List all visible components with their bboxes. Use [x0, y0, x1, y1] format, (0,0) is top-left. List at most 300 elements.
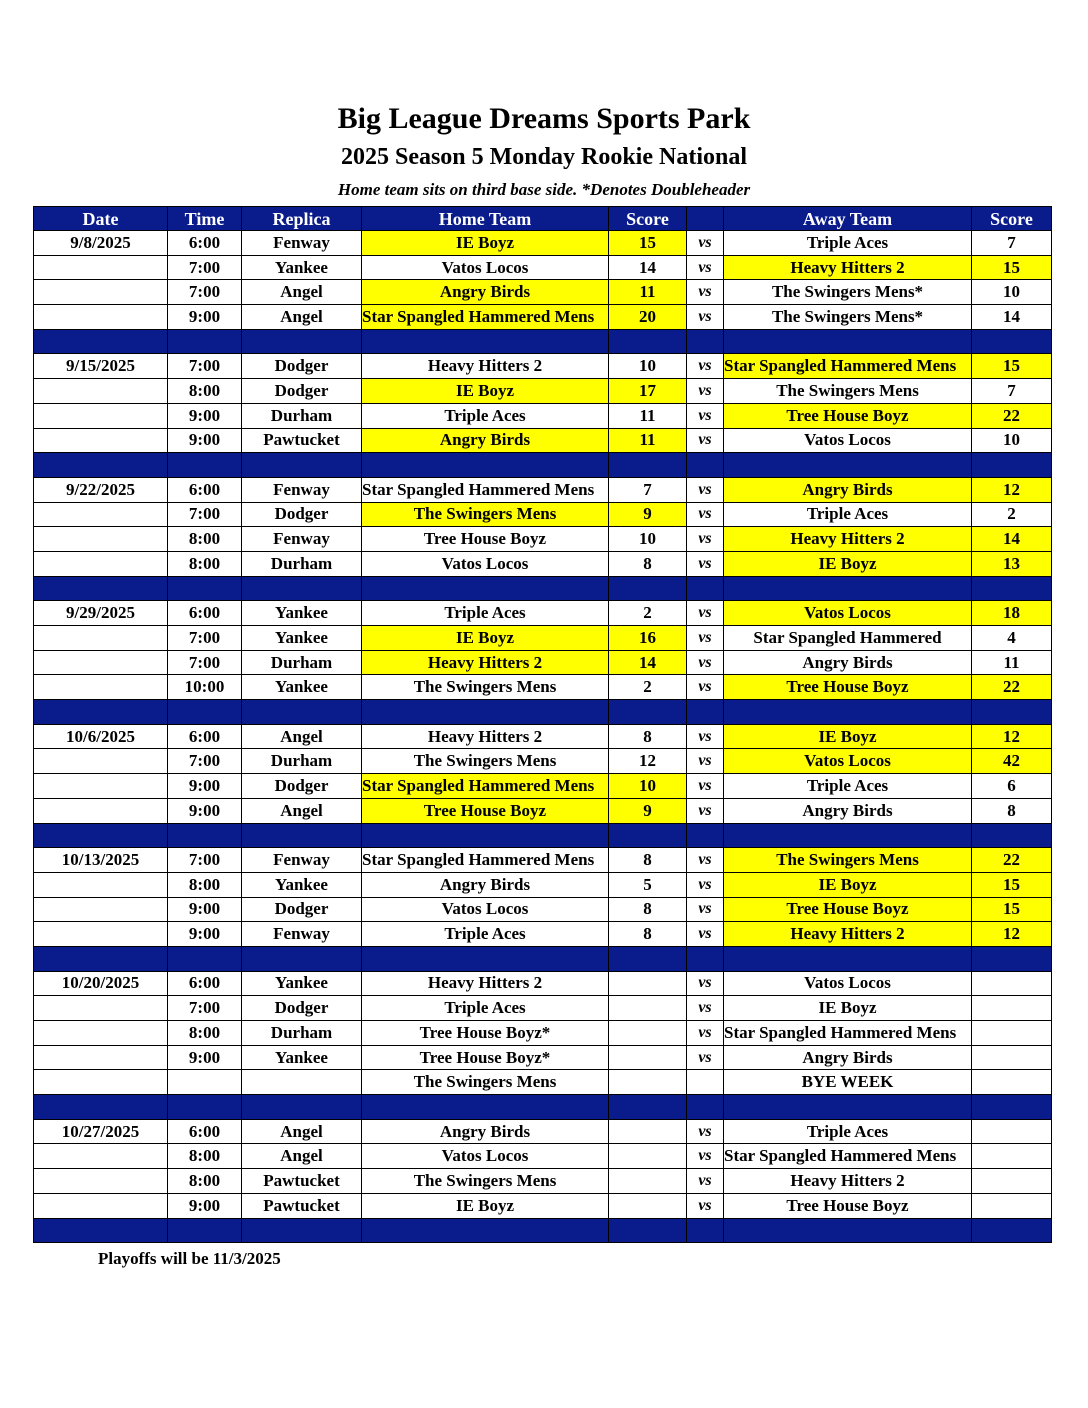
home-team: Heavy Hitters 2 — [362, 724, 609, 749]
home-score: 9 — [609, 502, 687, 527]
col-away-team: Away Team — [724, 207, 972, 231]
col-time: Time — [168, 207, 242, 231]
game-replica: Dodger — [242, 502, 362, 527]
away-score — [972, 1070, 1052, 1095]
home-team: Tree House Boyz* — [362, 1021, 609, 1046]
away-team: IE Boyz — [724, 551, 972, 576]
separator-cell — [724, 576, 972, 601]
separator-cell — [972, 329, 1052, 354]
separator-cell — [687, 823, 724, 848]
game-time: 7:00 — [168, 255, 242, 280]
away-score: 10 — [972, 428, 1052, 453]
separator-cell — [362, 453, 609, 478]
home-team: Vatos Locos — [362, 1144, 609, 1169]
away-score — [972, 1045, 1052, 1070]
separator-cell — [972, 1218, 1052, 1243]
away-team: Angry Birds — [724, 650, 972, 675]
game-row — [34, 897, 1052, 922]
game-row — [34, 502, 1052, 527]
home-score: 12 — [609, 749, 687, 774]
separator-cell — [242, 1095, 362, 1120]
home-score: 16 — [609, 626, 687, 651]
away-team: BYE WEEK — [724, 1070, 972, 1095]
game-date — [34, 527, 168, 552]
separator-cell — [972, 946, 1052, 971]
vs-label: vs — [687, 379, 724, 404]
game-time: 9:00 — [168, 428, 242, 453]
game-row — [34, 231, 1052, 256]
game-replica: Yankee — [242, 971, 362, 996]
game-row — [34, 1144, 1052, 1169]
game-replica: Yankee — [242, 675, 362, 700]
separator-cell — [972, 453, 1052, 478]
home-score: 8 — [609, 551, 687, 576]
away-score: 22 — [972, 848, 1052, 873]
separator-cell — [687, 700, 724, 725]
home-team: Star Spangled Hammered Mens — [362, 477, 609, 502]
game-time: 8:00 — [168, 551, 242, 576]
game-replica: Angel — [242, 1119, 362, 1144]
home-team: Angry Birds — [362, 1119, 609, 1144]
separator-cell — [609, 1095, 687, 1120]
separator-cell — [724, 453, 972, 478]
game-date — [34, 305, 168, 330]
game-replica: Durham — [242, 1021, 362, 1046]
game-replica: Dodger — [242, 996, 362, 1021]
home-score: 9 — [609, 798, 687, 823]
game-date: 9/8/2025 — [34, 231, 168, 256]
game-row — [34, 971, 1052, 996]
separator-cell — [609, 576, 687, 601]
away-score: 15 — [972, 354, 1052, 379]
away-team: Heavy Hitters 2 — [724, 1169, 972, 1194]
home-score: 10 — [609, 774, 687, 799]
home-score — [609, 1070, 687, 1095]
away-score: 4 — [972, 626, 1052, 651]
game-time: 6:00 — [168, 601, 242, 626]
vs-label: vs — [687, 428, 724, 453]
away-team: Heavy Hitters 2 — [724, 527, 972, 552]
away-team: Vatos Locos — [724, 601, 972, 626]
game-date — [34, 774, 168, 799]
game-replica: Dodger — [242, 897, 362, 922]
away-team: Angry Birds — [724, 1045, 972, 1070]
separator-cell — [362, 576, 609, 601]
home-team: Triple Aces — [362, 922, 609, 947]
away-team: Triple Aces — [724, 502, 972, 527]
week-separator — [34, 946, 1052, 971]
game-replica: Pawtucket — [242, 1169, 362, 1194]
home-team: Star Spangled Hammered Mens — [362, 305, 609, 330]
game-date — [34, 749, 168, 774]
separator-cell — [609, 700, 687, 725]
game-row — [34, 872, 1052, 897]
game-date — [34, 379, 168, 404]
week-separator — [34, 453, 1052, 478]
home-team: Tree House Boyz* — [362, 1045, 609, 1070]
home-score — [609, 1193, 687, 1218]
game-time: 8:00 — [168, 1144, 242, 1169]
home-team: The Swingers Mens — [362, 502, 609, 527]
col-away-score: Score — [972, 207, 1052, 231]
separator-cell — [34, 329, 168, 354]
col-vs — [687, 207, 724, 231]
week-separator — [34, 1218, 1052, 1243]
game-time: 6:00 — [168, 477, 242, 502]
game-time: 7:00 — [168, 650, 242, 675]
game-date: 9/29/2025 — [34, 601, 168, 626]
game-row — [34, 1193, 1052, 1218]
separator-cell — [242, 576, 362, 601]
vs-label: vs — [687, 996, 724, 1021]
separator-cell — [362, 946, 609, 971]
game-row — [34, 848, 1052, 873]
game-date — [34, 872, 168, 897]
separator-cell — [242, 823, 362, 848]
game-date — [34, 428, 168, 453]
separator-cell — [724, 1218, 972, 1243]
separator-cell — [609, 1218, 687, 1243]
vs-label: vs — [687, 403, 724, 428]
away-score: 12 — [972, 724, 1052, 749]
separator-cell — [362, 1095, 609, 1120]
separator-cell — [242, 700, 362, 725]
away-score — [972, 1144, 1052, 1169]
home-score: 10 — [609, 527, 687, 552]
separator-cell — [972, 700, 1052, 725]
game-replica: Dodger — [242, 379, 362, 404]
separator-cell — [609, 329, 687, 354]
vs-label: vs — [687, 502, 724, 527]
away-score — [972, 971, 1052, 996]
separator-cell — [168, 453, 242, 478]
col-date: Date — [34, 207, 168, 231]
vs-label: vs — [687, 601, 724, 626]
vs-label: vs — [687, 1119, 724, 1144]
home-score: 10 — [609, 354, 687, 379]
game-replica: Fenway — [242, 848, 362, 873]
vs-label: vs — [687, 551, 724, 576]
separator-cell — [687, 1095, 724, 1120]
away-team: Vatos Locos — [724, 749, 972, 774]
game-date — [34, 280, 168, 305]
game-row — [34, 724, 1052, 749]
game-time: 9:00 — [168, 922, 242, 947]
week-separator — [34, 1095, 1052, 1120]
home-score: 8 — [609, 724, 687, 749]
vs-label: vs — [687, 971, 724, 996]
game-time: 6:00 — [168, 1119, 242, 1144]
playoffs-note: Playoffs will be 11/3/2025 — [98, 1249, 281, 1268]
game-row — [34, 280, 1052, 305]
game-date — [34, 996, 168, 1021]
away-score: 13 — [972, 551, 1052, 576]
home-team: Vatos Locos — [362, 255, 609, 280]
home-score: 2 — [609, 601, 687, 626]
away-team: Heavy Hitters 2 — [724, 255, 972, 280]
game-time: 6:00 — [168, 971, 242, 996]
home-score — [609, 1045, 687, 1070]
vs-label: vs — [687, 1169, 724, 1194]
separator-cell — [34, 1095, 168, 1120]
away-score: 22 — [972, 403, 1052, 428]
game-replica: Durham — [242, 749, 362, 774]
separator-cell — [724, 823, 972, 848]
vs-label: vs — [687, 626, 724, 651]
home-team: Heavy Hitters 2 — [362, 354, 609, 379]
vs-label: vs — [687, 354, 724, 379]
home-team: Triple Aces — [362, 601, 609, 626]
home-team: The Swingers Mens — [362, 675, 609, 700]
separator-cell — [609, 946, 687, 971]
away-score: 7 — [972, 231, 1052, 256]
away-score: 6 — [972, 774, 1052, 799]
game-time: 9:00 — [168, 897, 242, 922]
game-date — [34, 626, 168, 651]
game-replica: Yankee — [242, 626, 362, 651]
away-team: Triple Aces — [724, 1119, 972, 1144]
separator-cell — [168, 823, 242, 848]
away-score: 15 — [972, 255, 1052, 280]
game-date — [34, 502, 168, 527]
col-home-team: Home Team — [362, 207, 609, 231]
away-score: 42 — [972, 749, 1052, 774]
home-score: 5 — [609, 872, 687, 897]
game-time: 10:00 — [168, 675, 242, 700]
game-row — [34, 626, 1052, 651]
game-row — [34, 601, 1052, 626]
game-time: 8:00 — [168, 527, 242, 552]
home-team: IE Boyz — [362, 1193, 609, 1218]
vs-label: vs — [687, 1144, 724, 1169]
vs-label: vs — [687, 527, 724, 552]
home-team: Angry Birds — [362, 872, 609, 897]
separator-cell — [362, 329, 609, 354]
home-score: 11 — [609, 428, 687, 453]
header-row — [34, 207, 1052, 231]
home-team: Heavy Hitters 2 — [362, 971, 609, 996]
vs-label: vs — [687, 1021, 724, 1046]
away-team: Angry Birds — [724, 798, 972, 823]
week-separator — [34, 700, 1052, 725]
game-replica: Fenway — [242, 477, 362, 502]
game-replica: Pawtucket — [242, 1193, 362, 1218]
away-score: 14 — [972, 305, 1052, 330]
away-score — [972, 1193, 1052, 1218]
away-score: 12 — [972, 922, 1052, 947]
game-date — [34, 403, 168, 428]
away-team: The Swingers Mens* — [724, 305, 972, 330]
separator-cell — [168, 946, 242, 971]
separator-cell — [34, 823, 168, 848]
game-replica: Fenway — [242, 527, 362, 552]
home-score — [609, 971, 687, 996]
separator-cell — [34, 946, 168, 971]
home-team: Angry Birds — [362, 428, 609, 453]
schedule-note: Home team sits on third base side. *Denotes Doubleheader — [337, 180, 751, 199]
game-replica: Durham — [242, 403, 362, 428]
separator-cell — [34, 1218, 168, 1243]
game-date: 10/6/2025 — [34, 724, 168, 749]
home-score — [609, 996, 687, 1021]
col-home-score: Score — [609, 207, 687, 231]
game-time: 6:00 — [168, 231, 242, 256]
game-row — [34, 428, 1052, 453]
home-team: Triple Aces — [362, 403, 609, 428]
vs-label: vs — [687, 922, 724, 947]
game-time: 9:00 — [168, 774, 242, 799]
separator-cell — [609, 823, 687, 848]
away-score: 22 — [972, 675, 1052, 700]
home-team: Heavy Hitters 2 — [362, 650, 609, 675]
game-time: 9:00 — [168, 403, 242, 428]
home-score — [609, 1021, 687, 1046]
away-team: Heavy Hitters 2 — [724, 922, 972, 947]
home-team: Tree House Boyz — [362, 527, 609, 552]
separator-cell — [724, 1095, 972, 1120]
game-date — [34, 1169, 168, 1194]
separator-cell — [687, 946, 724, 971]
game-date — [34, 1045, 168, 1070]
game-date — [34, 798, 168, 823]
home-team: IE Boyz — [362, 379, 609, 404]
game-date — [34, 650, 168, 675]
game-replica: Fenway — [242, 922, 362, 947]
home-score — [609, 1144, 687, 1169]
home-team: The Swingers Mens — [362, 1070, 609, 1095]
page-title: Big League Dreams Sports Park — [337, 102, 751, 135]
game-replica: Fenway — [242, 231, 362, 256]
away-team: Tree House Boyz — [724, 403, 972, 428]
game-replica: Angel — [242, 305, 362, 330]
game-row — [34, 996, 1052, 1021]
home-team: Tree House Boyz — [362, 798, 609, 823]
game-replica: Dodger — [242, 774, 362, 799]
game-replica: Durham — [242, 551, 362, 576]
away-team: Tree House Boyz — [724, 1193, 972, 1218]
vs-label: vs — [687, 477, 724, 502]
away-team: Star Spangled Hammered — [724, 626, 972, 651]
home-team: Angry Birds — [362, 280, 609, 305]
away-score: 14 — [972, 527, 1052, 552]
away-score: 8 — [972, 798, 1052, 823]
game-row — [34, 403, 1052, 428]
separator-cell — [34, 576, 168, 601]
separator-cell — [242, 453, 362, 478]
game-time: 7:00 — [168, 626, 242, 651]
vs-label: vs — [687, 1045, 724, 1070]
vs-label: vs — [687, 774, 724, 799]
home-team: IE Boyz — [362, 626, 609, 651]
game-date — [34, 1021, 168, 1046]
home-team: IE Boyz — [362, 231, 609, 256]
home-team: The Swingers Mens — [362, 1169, 609, 1194]
away-team: The Swingers Mens — [724, 379, 972, 404]
home-team: Vatos Locos — [362, 897, 609, 922]
vs-label: vs — [687, 897, 724, 922]
vs-label: vs — [687, 724, 724, 749]
separator-cell — [687, 453, 724, 478]
game-row — [34, 922, 1052, 947]
week-separator — [34, 329, 1052, 354]
game-time: 7:00 — [168, 502, 242, 527]
away-score: 12 — [972, 477, 1052, 502]
home-score: 14 — [609, 650, 687, 675]
away-score — [972, 1169, 1052, 1194]
game-row — [34, 1070, 1052, 1095]
game-replica: Dodger — [242, 354, 362, 379]
game-row — [34, 675, 1052, 700]
away-score — [972, 996, 1052, 1021]
game-date — [34, 1070, 168, 1095]
game-time: 9:00 — [168, 798, 242, 823]
game-row — [34, 1021, 1052, 1046]
game-time: 7:00 — [168, 280, 242, 305]
game-date: 9/22/2025 — [34, 477, 168, 502]
game-date: 10/20/2025 — [34, 971, 168, 996]
week-separator — [34, 576, 1052, 601]
game-replica: Angel — [242, 724, 362, 749]
game-row — [34, 379, 1052, 404]
separator-cell — [362, 823, 609, 848]
game-time: 8:00 — [168, 1021, 242, 1046]
home-team: Star Spangled Hammered Mens — [362, 774, 609, 799]
game-row — [34, 650, 1052, 675]
game-date — [34, 1144, 168, 1169]
away-team: Vatos Locos — [724, 428, 972, 453]
away-team: Angry Birds — [724, 477, 972, 502]
week-separator — [34, 823, 1052, 848]
separator-cell — [609, 453, 687, 478]
game-time: 8:00 — [168, 872, 242, 897]
away-team: Tree House Boyz — [724, 675, 972, 700]
game-date — [34, 255, 168, 280]
separator-cell — [242, 1218, 362, 1243]
game-time: 9:00 — [168, 305, 242, 330]
home-score: 14 — [609, 255, 687, 280]
away-team: Star Spangled Hammered Mens — [724, 354, 972, 379]
away-score: 2 — [972, 502, 1052, 527]
home-score: 8 — [609, 922, 687, 947]
vs-label: vs — [687, 1193, 724, 1218]
game-date: 10/13/2025 — [34, 848, 168, 873]
game-replica: Angel — [242, 280, 362, 305]
separator-cell — [687, 576, 724, 601]
game-time: 9:00 — [168, 1045, 242, 1070]
game-time: 7:00 — [168, 848, 242, 873]
vs-label: vs — [687, 872, 724, 897]
game-row — [34, 798, 1052, 823]
home-score: 15 — [609, 231, 687, 256]
separator-cell — [168, 576, 242, 601]
home-team: Triple Aces — [362, 996, 609, 1021]
game-replica: Angel — [242, 798, 362, 823]
vs-label: vs — [687, 280, 724, 305]
game-row — [34, 255, 1052, 280]
vs-label — [687, 1070, 724, 1095]
separator-cell — [972, 823, 1052, 848]
away-score: 15 — [972, 897, 1052, 922]
game-replica: Durham — [242, 650, 362, 675]
separator-cell — [972, 576, 1052, 601]
game-row — [34, 1045, 1052, 1070]
separator-cell — [34, 700, 168, 725]
game-replica: Yankee — [242, 601, 362, 626]
game-date — [34, 897, 168, 922]
separator-cell — [687, 1218, 724, 1243]
vs-label: vs — [687, 305, 724, 330]
schedule-body — [34, 231, 1052, 1243]
